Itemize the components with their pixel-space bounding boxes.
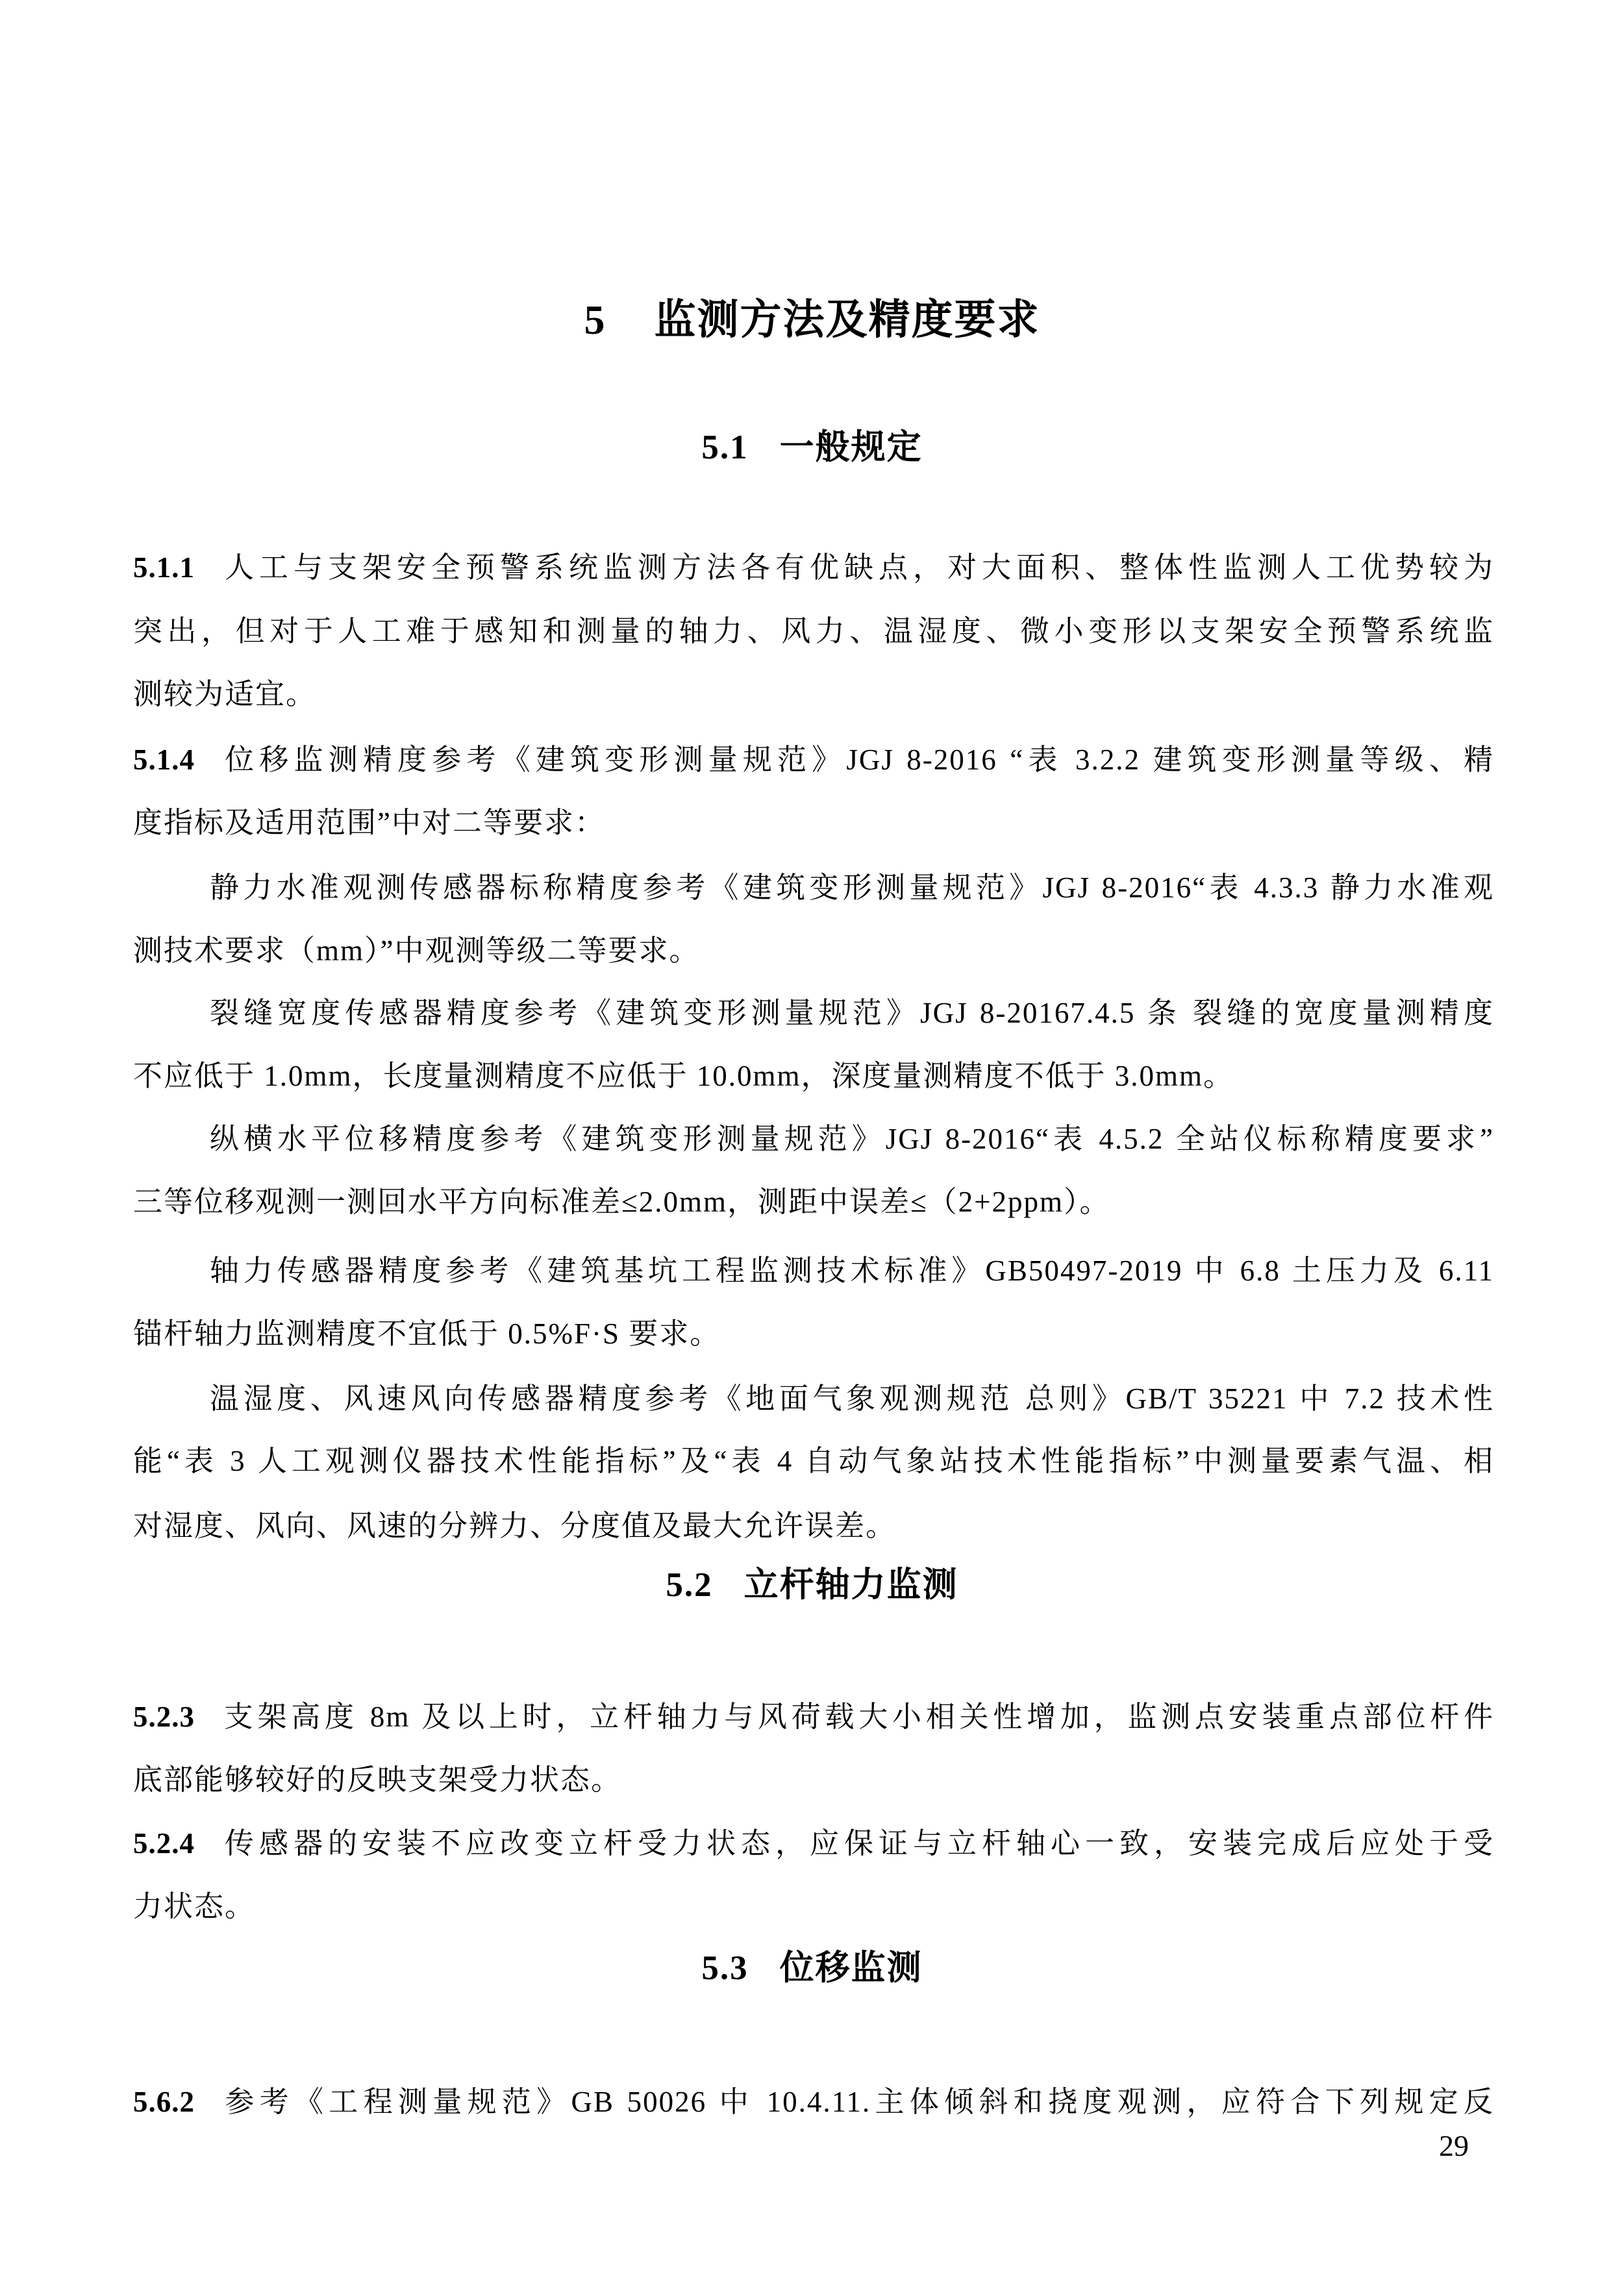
clause-text: 测较为适宜。 bbox=[133, 678, 317, 710]
para-weather-sensor-line-2 bbox=[133, 1429, 1494, 1493]
clause-text: 裂缝宽度传感器精度参考《建筑变形测量规范》JGJ 8-20167.4.5 条 裂缝的宽度量测精度 bbox=[210, 997, 1494, 1029]
para-horizontal-displacement-line-1 bbox=[133, 1107, 1494, 1171]
section-heading-5-2 bbox=[0, 1566, 1624, 1604]
para-static-leveling-line-2 bbox=[133, 919, 1494, 982]
clause-text: 人工与支架安全预警系统监测方法各有优缺点，对大面积、整体性监测人工优势较为 bbox=[221, 551, 1494, 584]
para-crack-width-line-1 bbox=[133, 981, 1494, 1045]
clause-text: 力状态。 bbox=[133, 1890, 256, 1923]
clause-text: 支架高度 8m 及以上时，立杆轴力与风荷载大小相关性增加，监测点安装重点部位杆件 bbox=[221, 1701, 1494, 1733]
clause-number: 5.1.1 bbox=[133, 551, 195, 584]
section-title: 一般规定 bbox=[779, 429, 923, 466]
para-5-2-3-line-2 bbox=[133, 1748, 1494, 1812]
clause-text: 温湿度、风速风向传感器精度参考《地面气象观测规范 总则》GB/T 35221 中 7.2 技术性 bbox=[210, 1382, 1494, 1415]
para-weather-sensor-line-3 bbox=[133, 1494, 1494, 1558]
clause-text: 位移监测精度参考《建筑变形测量规范》JGJ 8-2016 “表 3.2.2 建筑变形测量等级、精 bbox=[221, 743, 1494, 776]
chapter-number: 5 bbox=[584, 297, 606, 343]
para-5-2-3-line-1 bbox=[133, 1685, 1494, 1749]
clause-text: 轴力传感器精度参考《建筑基坑工程监测技术标准》GB50497-2019 中 6.8 土压力及 6.11 bbox=[210, 1254, 1494, 1287]
section-heading-5-3 bbox=[0, 1949, 1624, 1987]
page-number: 29 bbox=[1439, 2129, 1469, 2162]
clause-text: 传感器的安装不应改变立杆受力状态，应保证与立杆轴心一致，安装完成后应处于受 bbox=[221, 1827, 1494, 1860]
clause-text: 底部能够较好的反映支架受力状态。 bbox=[133, 1764, 622, 1796]
clause-text: 静力水准观测传感器标称精度参考《建筑变形测量规范》JGJ 8-2016“表 4.3.3 静力水准观 bbox=[210, 871, 1494, 904]
chapter-heading bbox=[0, 297, 1624, 343]
para-5-1-1-line-3 bbox=[133, 662, 1494, 726]
clause-number: 5.2.3 bbox=[133, 1701, 195, 1733]
clause-text: 测技术要求（mm）”中观测等级二等要求。 bbox=[133, 934, 700, 967]
para-5-1-4-line-2 bbox=[133, 791, 1494, 855]
para-static-leveling-line-1 bbox=[133, 856, 1494, 919]
clause-text: 三等位移观测一测回水平方向标准差≤2.0mm，测距中误差≤（2+2ppm）。 bbox=[133, 1186, 1110, 1218]
clause-text: 能“表 3 人工观测仪器技术性能指标”及“表 4 自动气象站技术性能指标”中测量要素气温、相 bbox=[133, 1445, 1494, 1477]
clause-text: 度指标及适用范围”中对二等要求： bbox=[133, 806, 605, 839]
para-5-1-1-line-1 bbox=[133, 536, 1494, 599]
para-5-6-2-line-1 bbox=[133, 2070, 1494, 2134]
clause-text: 对湿度、风向、风速的分辨力、分度值及最大允许误差。 bbox=[133, 1510, 897, 1542]
para-crack-width-line-2 bbox=[133, 1044, 1494, 1108]
para-axial-force-sensor-line-2 bbox=[133, 1302, 1494, 1366]
para-5-2-4-line-2 bbox=[133, 1875, 1494, 1938]
para-5-2-4-line-1 bbox=[133, 1812, 1494, 1875]
clause-number: 5.2.4 bbox=[133, 1827, 195, 1860]
section-number: 5.3 bbox=[701, 1949, 749, 1987]
section-number: 5.2 bbox=[666, 1566, 713, 1604]
section-number: 5.1 bbox=[701, 429, 749, 466]
para-5-1-4-line-1 bbox=[133, 728, 1494, 792]
section-title: 位移监测 bbox=[779, 1949, 923, 1987]
para-5-1-1-line-2 bbox=[133, 599, 1494, 663]
section-title: 立杆轴力监测 bbox=[743, 1566, 958, 1604]
para-horizontal-displacement-line-2 bbox=[133, 1170, 1494, 1234]
clause-number: 5.6.2 bbox=[133, 2086, 195, 2118]
para-weather-sensor-line-1 bbox=[133, 1367, 1494, 1430]
clause-text: 突出，但对于人工难于感知和测量的轴力、风力、温湿度、微小变形以支架安全预警系统监 bbox=[133, 615, 1494, 647]
section-heading-5-1 bbox=[0, 429, 1624, 466]
chapter-title: 监测方法及精度要求 bbox=[654, 297, 1040, 343]
clause-text: 参考《工程测量规范》GB 50026 中 10.4.11.主体倾斜和挠度观测，应符合下列规定反 bbox=[221, 2086, 1494, 2118]
clause-text: 纵横水平位移精度参考《建筑变形测量规范》JGJ 8-2016“表 4.5.2 全站仪标称精度要求” bbox=[210, 1123, 1494, 1155]
clause-text: 锚杆轴力监测精度不宜低于 0.5%F·S 要求。 bbox=[133, 1317, 721, 1350]
clause-text: 不应低于 1.0mm，长度量测精度不应低于 10.0mm，深度量测精度不低于 3.0mm。 bbox=[133, 1060, 1234, 1092]
para-axial-force-sensor-line-1 bbox=[133, 1239, 1494, 1303]
clause-number: 5.1.4 bbox=[133, 743, 195, 776]
